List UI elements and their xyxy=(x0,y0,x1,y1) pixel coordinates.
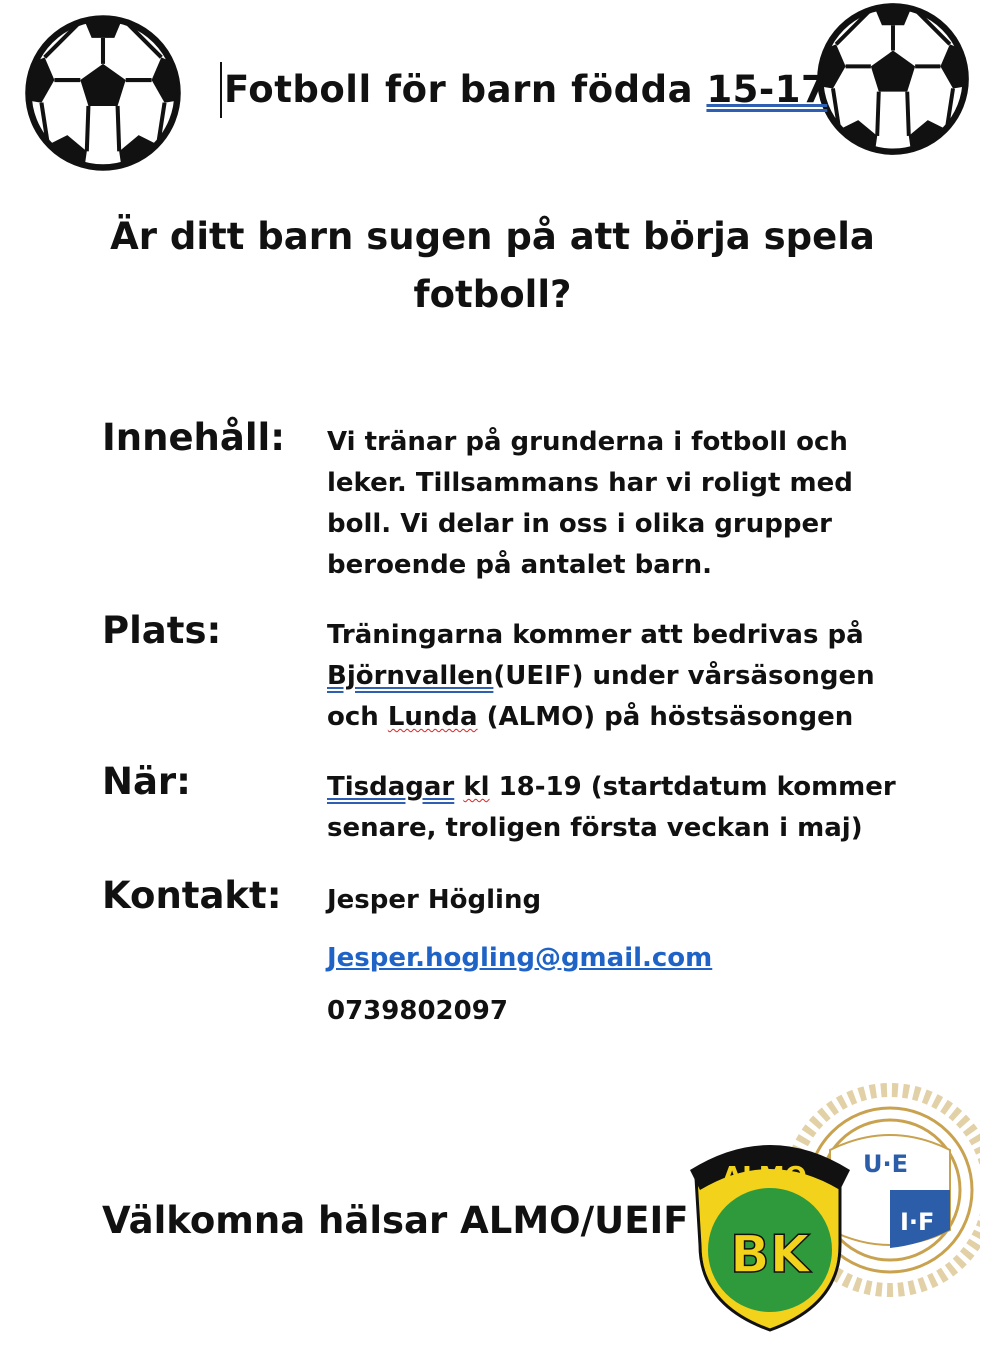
almo-bottom-text: BK xyxy=(730,1225,810,1285)
contact-email-link[interactable]: Jesper.hogling@gmail.com xyxy=(327,943,713,973)
welcome-text: Välkomna hälsar ALMO/UEIF xyxy=(102,1199,689,1242)
content-line: beroende på antalet barn. xyxy=(327,550,712,580)
place-line: Björnvallen(UEIF) under vårsäsongen xyxy=(327,661,875,691)
title-years: 15-17 xyxy=(706,68,828,111)
club-logos xyxy=(660,1060,980,1340)
ueif-top-text: U·E xyxy=(863,1150,908,1178)
place-line: och Lunda (ALMO) på höstsäsongen xyxy=(327,702,854,732)
when-text xyxy=(327,767,907,849)
contact-phone: 0739802097 xyxy=(327,996,508,1026)
ueif-bottom-text: I·F xyxy=(900,1208,935,1236)
title-prefix: Fotboll för barn födda xyxy=(224,68,707,111)
content-line: leker. Tillsammans har vi roligt med xyxy=(327,468,853,498)
content-line: boll. Vi delar in oss i olika grupper xyxy=(327,509,832,539)
content-text xyxy=(327,422,907,586)
when-line: Tisdagar kl 18-19 (startdatum kommer xyxy=(327,772,896,802)
contact-label: Kontakt: xyxy=(102,874,282,917)
contact-name: Jesper Högling xyxy=(327,885,542,915)
place-text xyxy=(327,615,907,738)
place-line: Träningarna kommer att bedrivas på xyxy=(327,620,864,650)
when-label: När: xyxy=(102,760,191,803)
when-line: senare, troligen första veckan i maj) xyxy=(327,813,863,843)
content-line: Vi tränar på grunderna i fotboll och xyxy=(327,427,848,457)
question-heading: Är ditt barn sugen på att börja spela fotboll? xyxy=(110,215,875,316)
soccer-ball-icon xyxy=(22,12,184,174)
place-venue-spring: Björnvallen xyxy=(327,661,494,691)
page-title xyxy=(220,62,827,118)
place-venue-autumn: Lunda xyxy=(387,702,478,732)
almo-bk-logo xyxy=(690,1145,850,1330)
place-label: Plats: xyxy=(102,609,222,652)
almo-top-text: ALMO xyxy=(722,1162,807,1192)
soccer-ball-icon xyxy=(814,0,972,158)
content-label: Innehåll: xyxy=(102,416,286,459)
